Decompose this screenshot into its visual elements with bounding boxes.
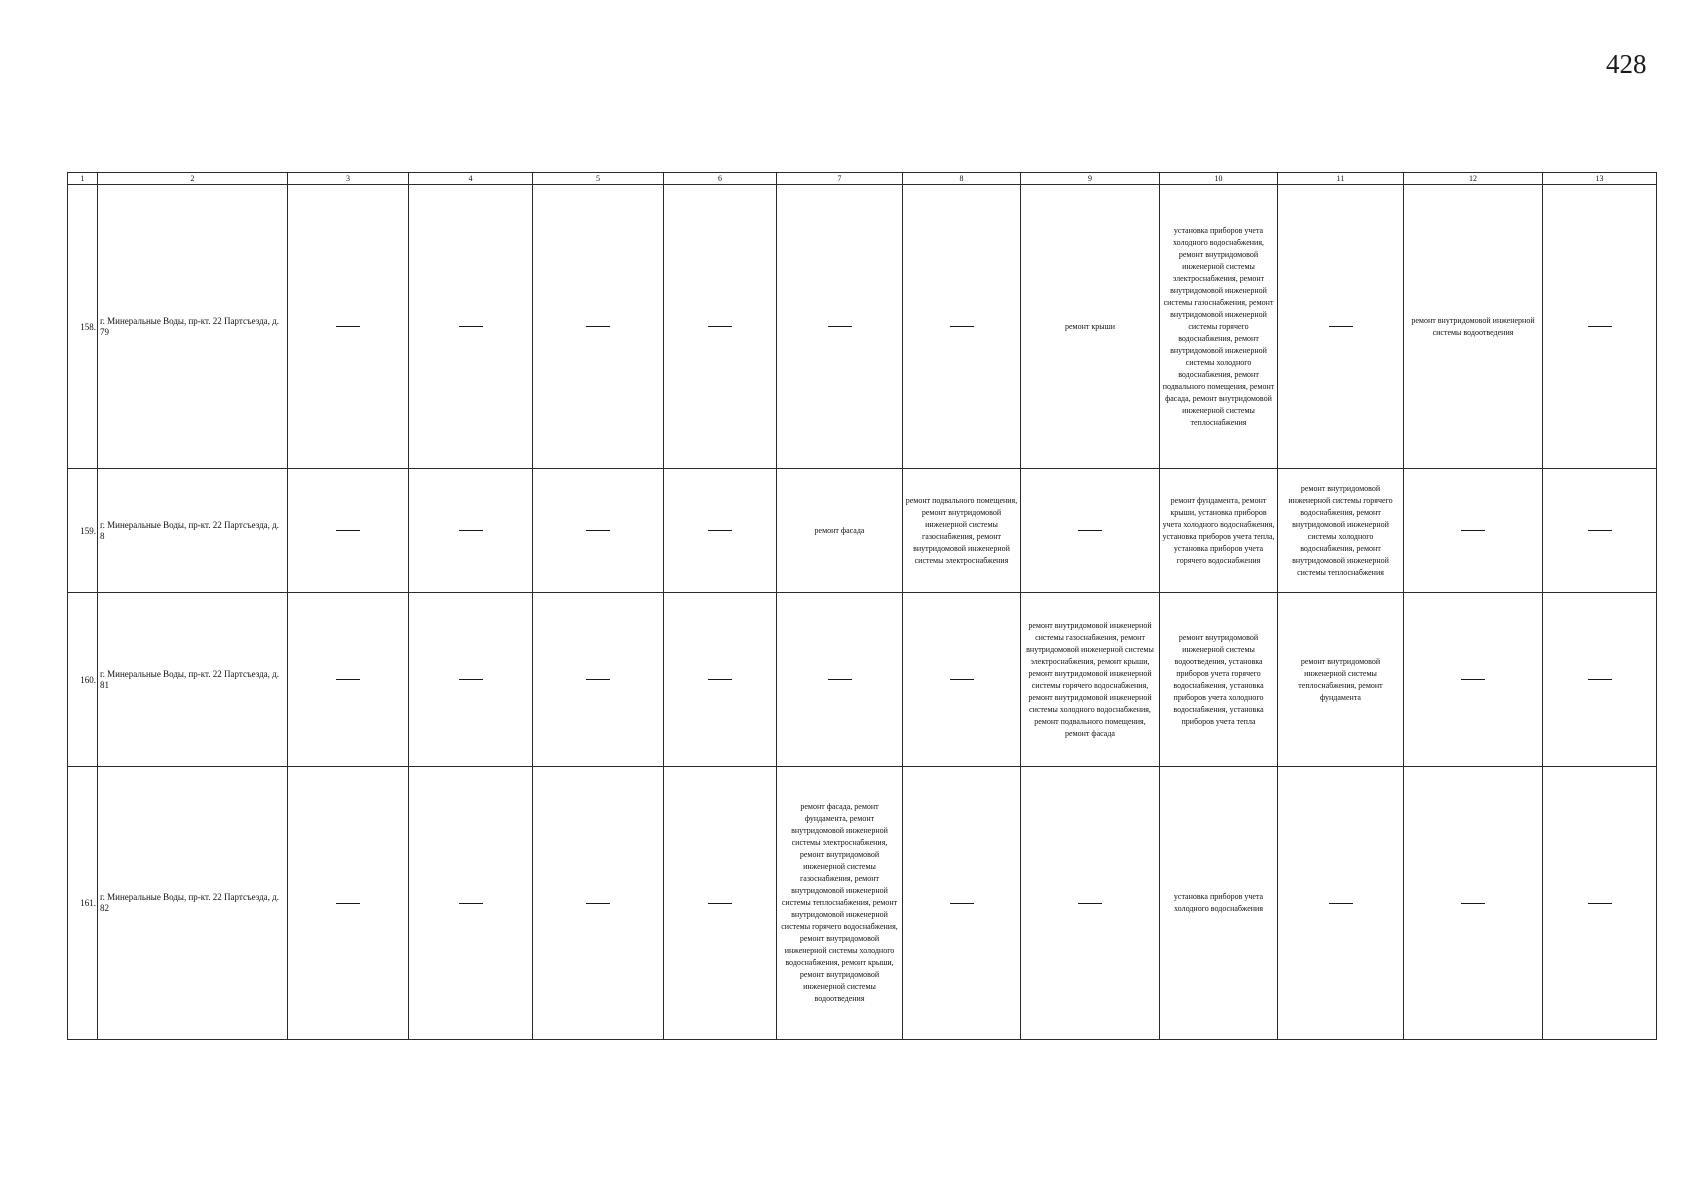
table-cell: [777, 185, 903, 469]
row-number: 158.: [68, 185, 98, 469]
table-cell: [664, 593, 777, 767]
column-header: 3: [288, 173, 409, 185]
empty-dash: [336, 903, 360, 904]
table-cell: [1404, 593, 1543, 767]
empty-dash: [1588, 903, 1612, 904]
table-cell: [1278, 185, 1404, 469]
empty-dash: [459, 326, 483, 327]
empty-dash: [828, 679, 852, 680]
table-cell: [903, 185, 1021, 469]
row-number: 159.: [68, 469, 98, 593]
table-cell: [1404, 469, 1543, 593]
table-cell: [1543, 593, 1657, 767]
column-header: 6: [664, 173, 777, 185]
empty-dash: [1461, 903, 1485, 904]
table-cell: [288, 593, 409, 767]
table-cell: ремонт внутридомовой инженерной системы теплоснабжения, ремонт фундамента: [1278, 593, 1404, 767]
table-cell: [1543, 469, 1657, 593]
column-header: 12: [1404, 173, 1543, 185]
table-cell: ремонт фундамента, ремонт крыши, установка приборов учета холодного водоснабжения, установка приборов учета тепла, установка приборов учета горячего водоснабжения: [1160, 469, 1278, 593]
table-cell: ремонт подвального помещения, ремонт внутридомовой инженерной системы газоснабжения, ремонт внутридомовой инженерной системы электроснабжения: [903, 469, 1021, 593]
table-cell: установка приборов учета холодного водоснабжения, ремонт внутридомовой инженерной системы электроснабжения, ремонт внутридомовой инженерной системы газоснабжения, ремонт внутридомовой инженерной системы горячего водоснабжения, ремонт внутридомовой инженерной системы холодного водоснабжения, ремонт подвального помещения, ремонт фасада, ремонт внутридомовой инженерной системы теплоснабжения: [1160, 185, 1278, 469]
column-header: 11: [1278, 173, 1404, 185]
empty-dash: [336, 326, 360, 327]
table-cell: ремонт внутридомовой инженерной системы горячего водоснабжения, ремонт внутридомовой инженерной системы холодного водоснабжения, ремонт внутридомовой инженерной системы теплоснабжения: [1278, 469, 1404, 593]
empty-dash: [950, 326, 974, 327]
column-header: 4: [409, 173, 533, 185]
table-cell: [533, 767, 664, 1040]
table-cell: [903, 767, 1021, 1040]
row-address: г. Минеральные Воды, пр-кт. 22 Партсъезда, д. 79: [98, 185, 288, 469]
table-cell: [1021, 767, 1160, 1040]
table-cell: [664, 469, 777, 593]
table-row: [68, 185, 1657, 469]
empty-dash: [1588, 530, 1612, 531]
empty-dash: [586, 679, 610, 680]
empty-dash: [1329, 903, 1353, 904]
empty-dash: [1078, 530, 1102, 531]
table-cell: [533, 469, 664, 593]
table-row: [68, 767, 1657, 1040]
empty-dash: [586, 903, 610, 904]
column-number-row: [68, 173, 1657, 185]
empty-dash: [1461, 679, 1485, 680]
table-cell: ремонт фасада, ремонт фундамента, ремонт внутридомовой инженерной системы электроснабжения, ремонт внутридомовой инженерной системы газоснабжения, ремонт внутридомовой инженерной системы теплоснабжения, ремонт внутридомовой инженерной системы горячего водоснабжения, ремонт внутридомовой инженерной системы холодного водоснабжения, ремонт крыши, ремонт внутридомовой инженерной системы водоотведения: [777, 767, 903, 1040]
empty-dash: [1588, 326, 1612, 327]
table-cell: [1404, 767, 1543, 1040]
column-header: 1: [68, 173, 98, 185]
empty-dash: [586, 326, 610, 327]
column-header: 2: [98, 173, 288, 185]
table-cell: [533, 593, 664, 767]
table-cell: [533, 185, 664, 469]
table-cell: [664, 767, 777, 1040]
column-header: 8: [903, 173, 1021, 185]
repair-schedule-table: [67, 172, 1657, 1040]
empty-dash: [1078, 903, 1102, 904]
table-cell: ремонт фасада: [777, 469, 903, 593]
empty-dash: [950, 679, 974, 680]
empty-dash: [708, 903, 732, 904]
page-number: 428: [1606, 49, 1647, 79]
column-header: 5: [533, 173, 664, 185]
column-header: 9: [1021, 173, 1160, 185]
table-cell: [288, 185, 409, 469]
empty-dash: [950, 903, 974, 904]
empty-dash: [708, 530, 732, 531]
table-cell: [409, 767, 533, 1040]
table-cell: установка приборов учета холодного водоснабжения: [1160, 767, 1278, 1040]
row-address: г. Минеральные Воды, пр-кт. 22 Партсъезда, д. 8: [98, 469, 288, 593]
empty-dash: [1329, 326, 1353, 327]
column-header: 13: [1543, 173, 1657, 185]
column-header: 7: [777, 173, 903, 185]
empty-dash: [459, 530, 483, 531]
table-row: [68, 469, 1657, 593]
empty-dash: [828, 326, 852, 327]
empty-dash: [708, 679, 732, 680]
table-cell: [903, 593, 1021, 767]
row-number: 161.: [68, 767, 98, 1040]
table-cell: [409, 469, 533, 593]
table-cell: [1543, 185, 1657, 469]
table-cell: ремонт крыши: [1021, 185, 1160, 469]
table-row: [68, 593, 1657, 767]
table-cell: [409, 185, 533, 469]
table-cell: [1021, 469, 1160, 593]
table-cell: [288, 767, 409, 1040]
table-cell: [777, 593, 903, 767]
empty-dash: [336, 679, 360, 680]
table-cell: [1278, 767, 1404, 1040]
table-cell: [1543, 767, 1657, 1040]
row-address: г. Минеральные Воды, пр-кт. 22 Партсъезда, д. 82: [98, 767, 288, 1040]
table-cell: ремонт внутридомовой инженерной системы водоотведения: [1404, 185, 1543, 469]
table-cell: ремонт внутридомовой инженерной системы водоотведения, установка приборов учета горячего водоснабжения, установка приборов учета холодного водоснабжения, установка приборов учета тепла: [1160, 593, 1278, 767]
row-number: 160.: [68, 593, 98, 767]
empty-dash: [1461, 530, 1485, 531]
table-cell: [288, 469, 409, 593]
empty-dash: [336, 530, 360, 531]
table-cell: [664, 185, 777, 469]
table-cell: ремонт внутридомовой инженерной системы газоснабжения, ремонт внутридомовой инженерной системы электроснабжения, ремонт крыши, ремонт внутридомовой инженерной системы горячего водоснабжения, ремонт внутридомовой инженерной системы холодного водоснабжения, ремонт подвального помещения, ремонт фасада: [1021, 593, 1160, 767]
empty-dash: [459, 903, 483, 904]
empty-dash: [586, 530, 610, 531]
row-address: г. Минеральные Воды, пр-кт. 22 Партсъезда, д. 81: [98, 593, 288, 767]
empty-dash: [1588, 679, 1612, 680]
table-cell: [409, 593, 533, 767]
column-header: 10: [1160, 173, 1278, 185]
empty-dash: [459, 679, 483, 680]
empty-dash: [708, 326, 732, 327]
